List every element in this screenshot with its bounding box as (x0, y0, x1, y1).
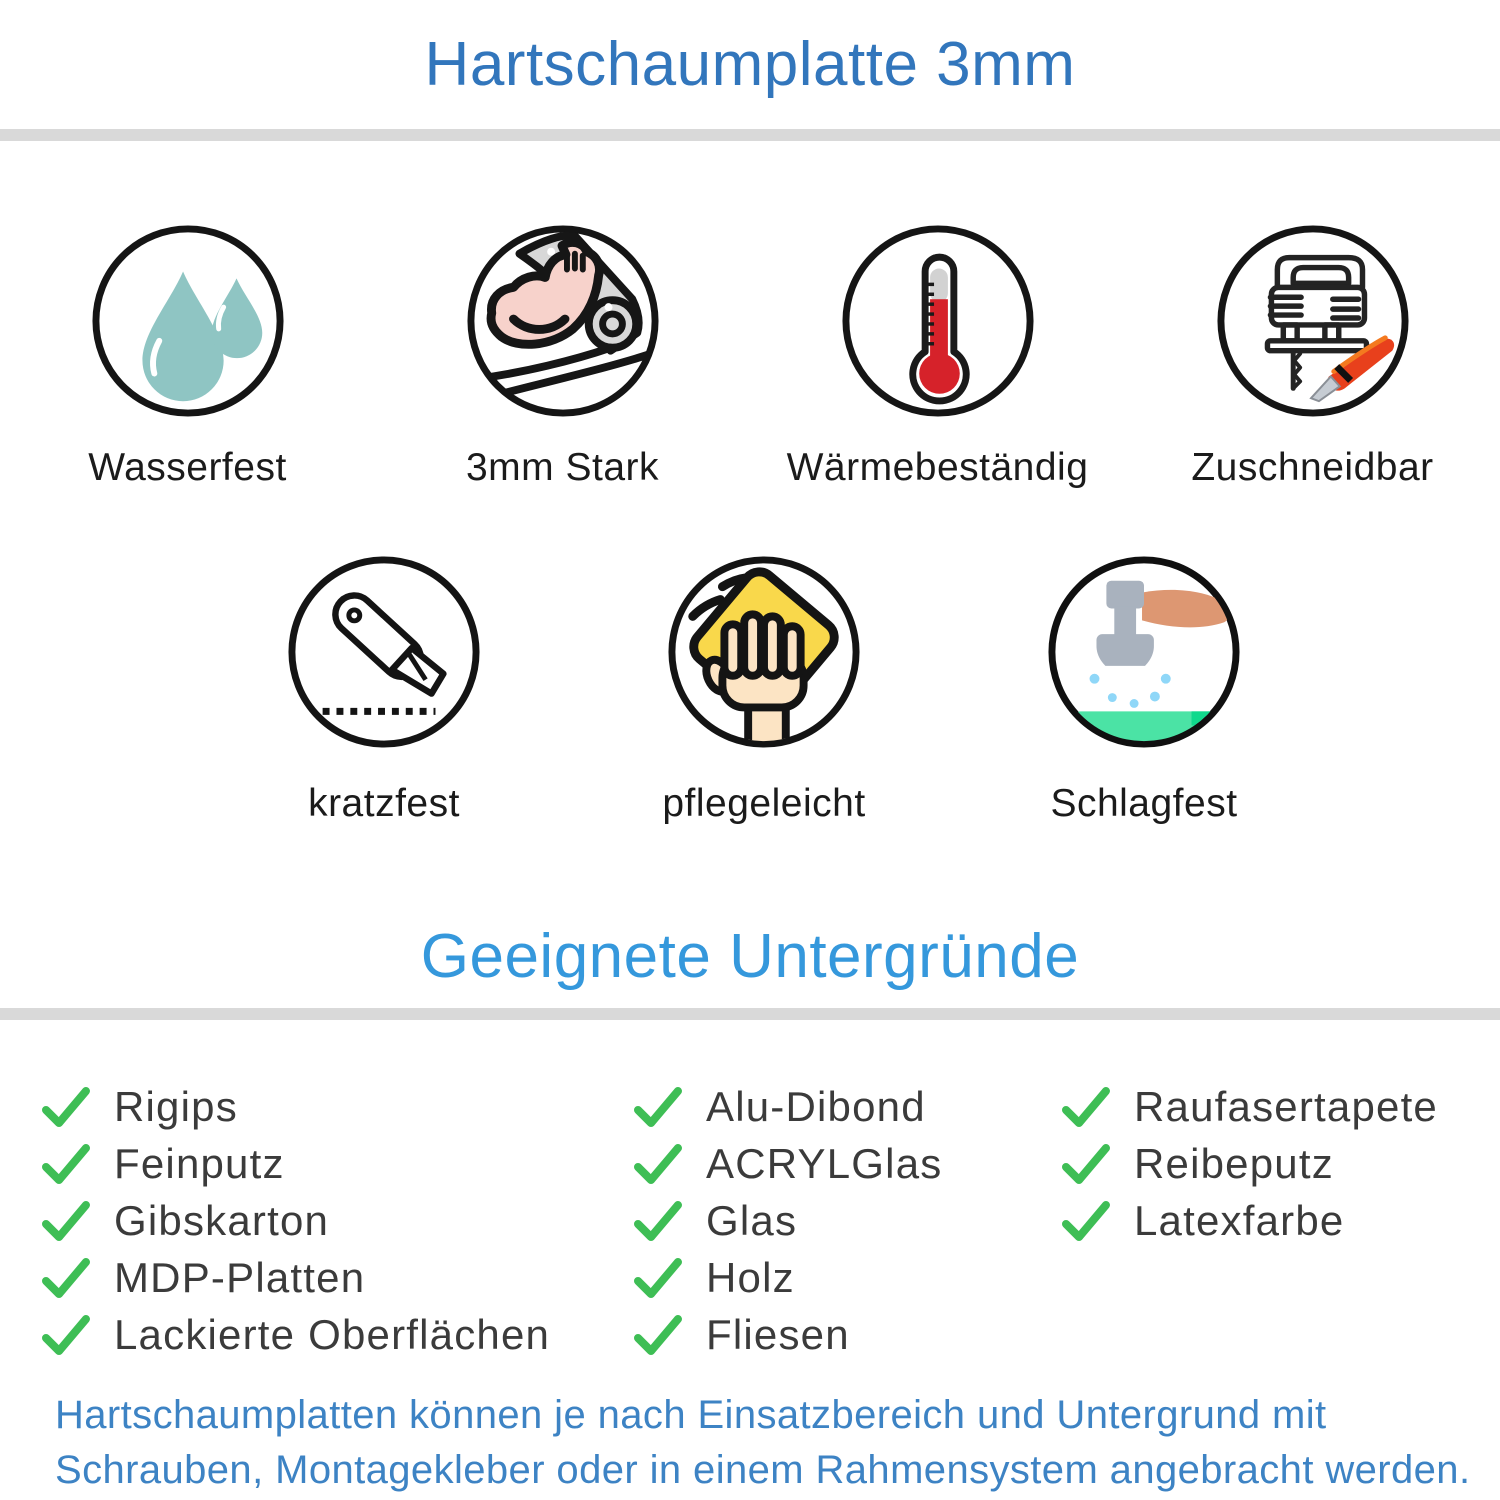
feature-impact-resistant (1045, 553, 1243, 826)
check-item (632, 1135, 1060, 1192)
check-icon (632, 1198, 684, 1244)
check-label: Gibskarton (114, 1196, 330, 1244)
feature-label: Schlagfest (1050, 782, 1238, 825)
check-label: Alu-Dibond (706, 1082, 926, 1130)
check-icon (40, 1255, 92, 1301)
check-item (632, 1192, 1060, 1249)
check-label: Glas (706, 1196, 798, 1244)
check-label: Reibeputz (1134, 1139, 1334, 1187)
jigsaw-cutter-icon (1214, 222, 1412, 420)
water-drops-icon (89, 222, 287, 420)
check-label: MDP-Platten (114, 1253, 366, 1301)
check-item (40, 1306, 632, 1363)
feature-label: Wasserfest (88, 446, 287, 489)
feature-label: Wärmebeständig (786, 446, 1089, 489)
check-label: Lackierte Oberflächen (114, 1310, 551, 1358)
hammer-icon (1045, 553, 1243, 751)
check-label: Rigips (114, 1082, 238, 1130)
checklist-column-1 (40, 1078, 632, 1363)
check-label: Latexfarbe (1134, 1196, 1345, 1244)
cleaning-hand-icon (665, 553, 863, 751)
check-item (1060, 1135, 1490, 1192)
check-icon (632, 1255, 684, 1301)
feature-waterproof (88, 222, 287, 490)
check-item (632, 1249, 1060, 1306)
divider (0, 129, 1500, 141)
utility-knife-icon (285, 553, 483, 751)
check-icon (40, 1084, 92, 1130)
check-label: Holz (706, 1253, 795, 1301)
check-icon (40, 1312, 92, 1358)
check-icon (632, 1084, 684, 1130)
section-title: Geeignete Untergründe (420, 922, 1080, 991)
feature-row-2 (14, 553, 1500, 826)
check-icon (1060, 1084, 1112, 1130)
check-item (632, 1078, 1060, 1135)
check-label: Fliesen (706, 1310, 850, 1358)
check-item (40, 1249, 632, 1306)
check-item (632, 1306, 1060, 1363)
check-item (40, 1135, 632, 1192)
feature-label: 3mm Stark (465, 446, 660, 489)
check-icon (632, 1312, 684, 1358)
check-icon (1060, 1141, 1112, 1187)
muscle-arm-icon (464, 222, 662, 420)
check-label: ACRYLGlas (706, 1139, 943, 1187)
check-item (40, 1078, 632, 1135)
thermometer-icon (839, 222, 1037, 420)
feature-row-1 (0, 222, 1500, 490)
feature-strength (464, 222, 662, 490)
check-item (1060, 1192, 1490, 1249)
feature-label: pflegeleicht (662, 782, 866, 825)
substrate-checklist (40, 1078, 1490, 1363)
check-label: Feinputz (114, 1139, 285, 1187)
feature-easy-care (662, 553, 865, 826)
feature-cuttable (1191, 222, 1433, 490)
check-icon (632, 1141, 684, 1187)
check-icon (40, 1198, 92, 1244)
check-icon (1060, 1198, 1112, 1244)
check-label: Raufasertapete (1134, 1082, 1438, 1130)
check-item (1060, 1078, 1490, 1135)
feature-label: Zuschneidbar (1191, 446, 1434, 489)
check-item (40, 1192, 632, 1249)
page-title: Hartschaumplatte 3mm (424, 30, 1076, 99)
check-icon (40, 1141, 92, 1187)
footer-line: Hartschaumplatten können je nach Einsatzbereich und Untergrund mit (55, 1393, 1327, 1437)
feature-heat-resistant (787, 222, 1089, 490)
feature-scratchproof (285, 553, 483, 826)
divider (0, 1008, 1500, 1020)
feature-label: kratzfest (308, 782, 460, 825)
footer-note (55, 1388, 1490, 1498)
footer-line: Schrauben, Montagekleber oder in einem Rahmensystem angebracht werden. (55, 1448, 1471, 1492)
checklist-column-2 (632, 1078, 1060, 1363)
checklist-column-3 (1060, 1078, 1490, 1363)
